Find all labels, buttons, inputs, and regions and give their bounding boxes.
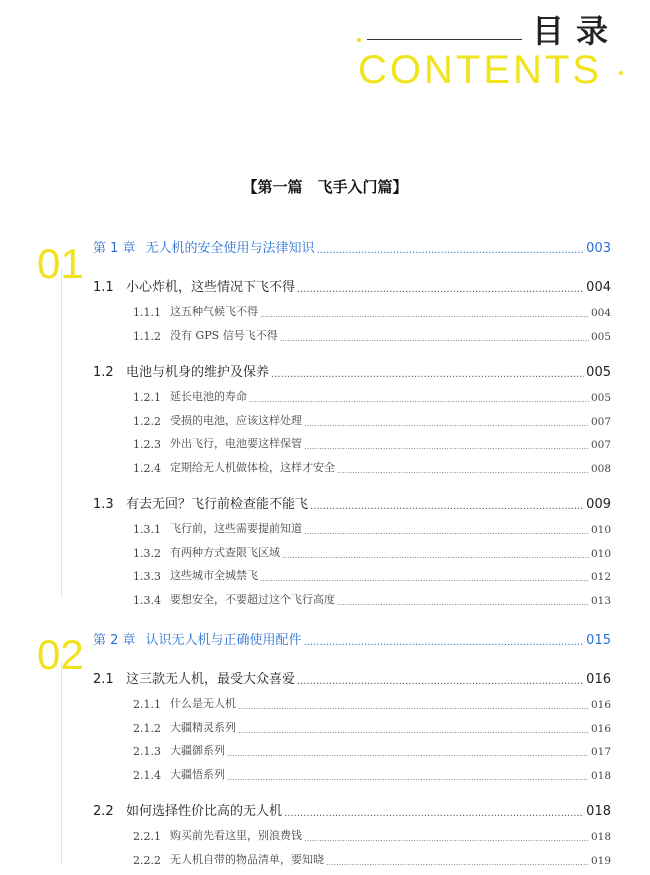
subsection-number: 1.3.2 [133, 546, 161, 560]
section-number: 1.3 [93, 497, 114, 512]
toc-header [0, 0, 650, 100]
subsection-number: 2.1.2 [133, 721, 161, 735]
dot-leader [284, 809, 584, 819]
dot-leader [271, 370, 584, 380]
toc-chapter-entry[interactable] [93, 630, 611, 648]
dot-leader [227, 774, 589, 782]
dot-leader [304, 528, 589, 536]
page-number: 008 [590, 462, 611, 475]
subsection-number: 2.2.2 [133, 853, 161, 867]
part-title: 【第一篇 飞手入门篇】 [242, 178, 408, 196]
dot-leader [304, 443, 589, 451]
subsection-number: 1.2.4 [133, 461, 161, 475]
subsection-title: 购买前先看这里，别浪费钱 [170, 829, 302, 842]
section-number: 2.2 [93, 804, 114, 819]
page-number: 015 [586, 633, 611, 648]
toc-subsection-entry[interactable] [133, 743, 611, 758]
page-number: 018 [590, 769, 611, 782]
yellow-dot-decoration [619, 71, 623, 75]
chapter-number: 01 [37, 240, 84, 287]
toc-subsection-entry[interactable] [133, 568, 611, 583]
page-number: 019 [590, 854, 611, 867]
toc-subsection-entry[interactable] [133, 592, 611, 607]
toc-section-entry[interactable] [93, 362, 611, 380]
chapter-divider-line [61, 268, 62, 598]
dot-leader [304, 638, 585, 648]
toc-subsection-entry[interactable] [133, 720, 611, 735]
page-number: 010 [590, 524, 611, 536]
toc-subsection-entry[interactable] [133, 828, 611, 843]
page-number: 007 [590, 439, 611, 451]
section-title: 小心炸机，这些情况下飞不得 [126, 280, 296, 295]
page-number: 016 [590, 722, 611, 735]
subsection-title: 飞行前，这些需要提前知道 [170, 522, 302, 535]
dot-leader [310, 502, 584, 512]
toc-subsection-entry[interactable] [133, 852, 611, 867]
dot-leader [304, 420, 589, 428]
chapter-title: 无人机的安全使用与法律知识 [145, 241, 315, 256]
subsection-title: 这五种气候飞不得 [170, 305, 258, 318]
dot-leader [317, 246, 585, 256]
dot-leader [337, 599, 589, 607]
section-title: 有去无回？飞行前检查能不能飞 [126, 497, 309, 512]
chapter-title: 认识无人机与正确使用配件 [145, 633, 302, 648]
yellow-dot-decoration [357, 38, 361, 42]
chapter-number: 02 [37, 631, 84, 678]
toc-subsection-entry[interactable] [133, 696, 611, 711]
page-number: 018 [590, 831, 611, 843]
chapter-label: 第 1 章 [93, 241, 136, 256]
toc-subtitle: CONTENTS [358, 48, 602, 92]
page-number: 018 [586, 804, 611, 819]
subsection-number: 1.2.3 [133, 438, 161, 451]
toc-subsection-entry[interactable] [133, 521, 611, 536]
toc-subsection-entry[interactable] [133, 328, 611, 343]
toc-subsection-entry[interactable] [133, 767, 611, 782]
chapter-label: 第 2 章 [93, 633, 136, 648]
subsection-number: 1.3.3 [133, 570, 161, 583]
subsection-title: 大疆精灵系列 [170, 720, 236, 734]
page-number: 004 [590, 307, 611, 319]
subsection-title: 延长电池的寿命 [170, 390, 247, 403]
dot-leader [249, 396, 589, 404]
subsection-title: 大疆御系列 [170, 744, 225, 757]
subsection-title: 受损的电池，应该这样处理 [170, 413, 302, 427]
page-number: 003 [586, 241, 611, 256]
subsection-title: 大疆悟系列 [170, 767, 225, 781]
page-number: 013 [590, 594, 611, 607]
section-title: 这三款无人机，最受大众喜爱 [126, 672, 296, 687]
subsection-title: 这些城市全城禁飞 [170, 569, 258, 582]
toc-subsection-entry[interactable] [133, 413, 611, 428]
section-number: 1.1 [93, 280, 114, 295]
page-number: 005 [590, 330, 611, 343]
page-number: 005 [590, 392, 611, 404]
page-number: 007 [590, 415, 611, 428]
subsection-title: 要想安全，不要超过这个飞行高度 [170, 592, 335, 606]
subsection-number: 1.3.1 [133, 523, 161, 536]
toc-subsection-entry[interactable] [133, 436, 611, 451]
dot-leader [282, 552, 589, 560]
subsection-title: 没有 GPS 信号飞不得 [170, 328, 278, 342]
subsection-title: 定期给无人机做体检，这样才安全 [170, 460, 335, 474]
page-number: 016 [590, 699, 611, 711]
toc-section-entry[interactable] [93, 801, 611, 819]
section-number: 2.1 [93, 672, 114, 687]
subsection-number: 2.1.4 [133, 768, 161, 782]
subsection-title: 外出飞行，电池要这样保管 [170, 437, 302, 450]
subsection-title: 有两种方式查限飞区域 [170, 545, 280, 559]
toc-subsection-entry[interactable] [133, 545, 611, 560]
dot-leader [280, 335, 589, 343]
subsection-number: 2.1.3 [133, 745, 161, 758]
section-title: 如何选择性价比高的无人机 [126, 804, 283, 819]
page-number: 016 [586, 672, 611, 687]
toc-chapter-entry[interactable] [93, 238, 611, 256]
subsection-number: 1.3.4 [133, 593, 161, 607]
section-number: 1.2 [93, 365, 114, 380]
dot-leader [297, 677, 584, 687]
dot-leader [260, 311, 589, 319]
dot-leader [227, 750, 589, 758]
toc-subsection-entry[interactable] [133, 460, 611, 475]
subsection-number: 1.1.1 [133, 306, 161, 319]
header-rule [367, 39, 522, 40]
dot-leader [238, 727, 589, 735]
subsection-number: 1.2.2 [133, 414, 161, 428]
dot-leader [326, 859, 589, 867]
subsection-title: 什么是无人机 [170, 697, 236, 710]
dot-leader [337, 467, 589, 475]
dot-leader [260, 575, 589, 583]
page-number: 004 [586, 280, 611, 295]
subsection-number: 2.2.1 [133, 830, 161, 843]
chapter-divider-line [61, 662, 62, 865]
toc-subsection-entry[interactable] [133, 304, 611, 319]
toc-section-entry[interactable] [93, 494, 611, 512]
subsection-number: 2.1.1 [133, 698, 161, 711]
page-number: 010 [590, 547, 611, 560]
dot-leader [238, 703, 589, 711]
page-number: 012 [590, 571, 611, 583]
subsection-number: 1.2.1 [133, 391, 161, 404]
subsection-number: 1.1.2 [133, 329, 161, 343]
page-number: 009 [586, 497, 611, 512]
toc-title: 目录 [532, 12, 621, 50]
dot-leader [297, 285, 584, 295]
toc-section-entry[interactable] [93, 277, 611, 295]
page-number: 005 [586, 365, 611, 380]
dot-leader [304, 835, 589, 843]
subsection-title: 无人机自带的物品清单，要知晓 [170, 852, 324, 866]
page-number: 017 [590, 746, 611, 758]
toc-subsection-entry[interactable] [133, 389, 611, 404]
section-title: 电池与机身的维护及保养 [126, 365, 270, 380]
toc-section-entry[interactable] [93, 669, 611, 687]
